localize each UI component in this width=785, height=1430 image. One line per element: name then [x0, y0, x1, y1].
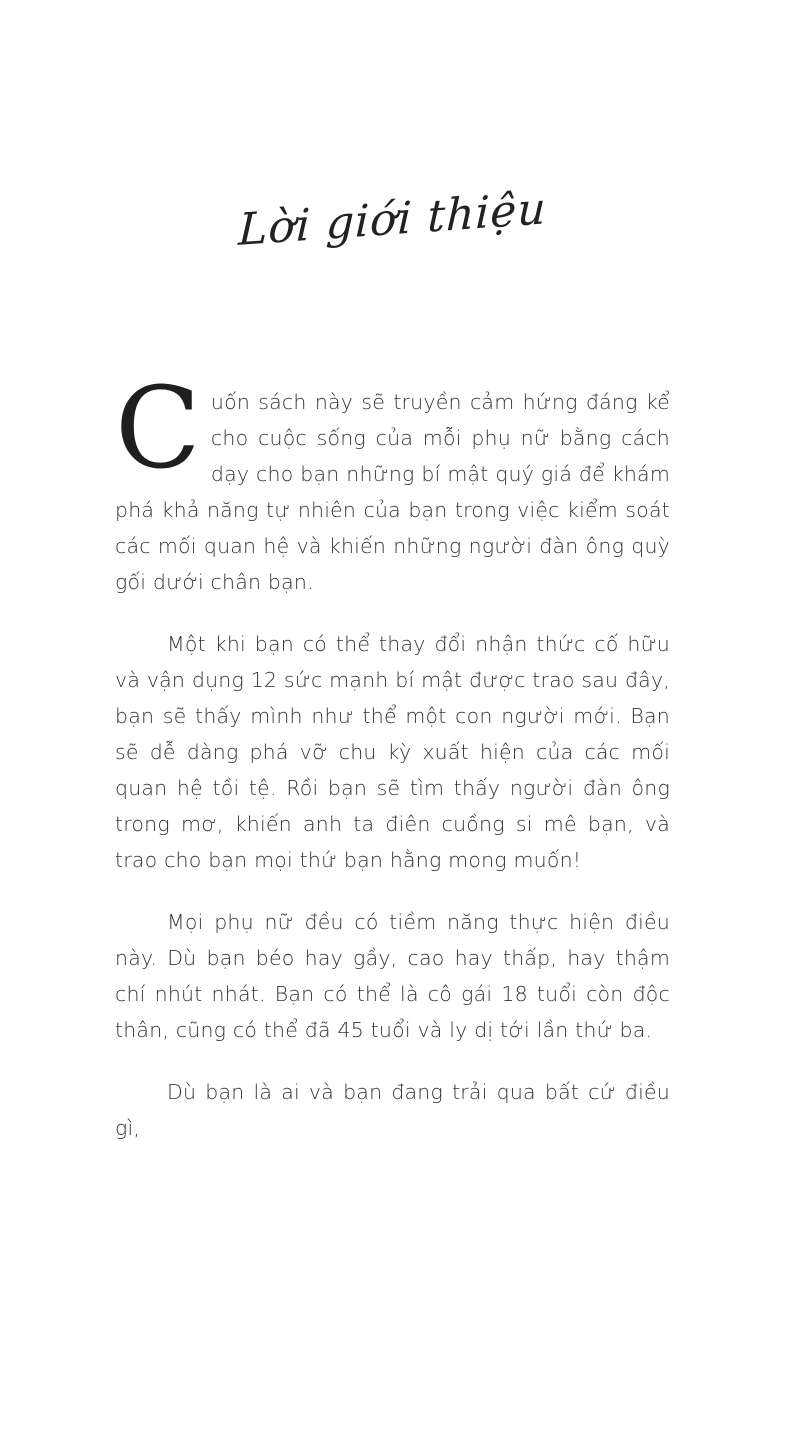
paragraph-intro [115, 364, 670, 600]
page-title: Lời giới thiệu [237, 183, 548, 256]
drop-cap-letter: C [115, 364, 201, 494]
page-title-block [115, 183, 670, 292]
paragraph-text: uốn sách này sẽ truyền cảm hứng đáng kể cho cuộc sống của mỗi phụ nữ bằng cách dạy cho bạn những bí mật quý giá để khám phá khả năng tự nhiên của bạn trong việc kiểm soát các mối quan hệ và khiến những người đàn ông quỳ gối dưới chân bạn. [115, 390, 670, 594]
body-text-block [115, 364, 670, 1146]
paragraph-2: Một khi bạn có thể thay đổi nhận thức cố hữu và vận dụng 12 sức mạnh bí mật được trao sau đây, bạn sẽ thấy mình như thể một con người mới. Bạn sẽ dễ dàng phá vỡ chu kỳ xuất hiện của các mối quan hệ tồi tệ. Rồi bạn sẽ tìm thấy người đàn ông trong mơ, khiến anh ta điên cuồng si mê bạn, và trao cho bạn mọi thứ bạn hằng mong muốn! [115, 632, 670, 872]
paragraph-4: Dù bạn là ai và bạn đang trải qua bất cứ điều gì, [115, 1080, 670, 1140]
book-page [0, 183, 785, 1430]
paragraph-3: Mọi phụ nữ đều có tiềm năng thực hiện điều này. Dù bạn béo hay gầy, cao hay thấp, hay thậm chí nhút nhát. Bạn có thể là cô gái 18 tuổi còn độc thân, cũng có thể đã 45 tuổi và ly dị tới lần thứ ba. [115, 910, 670, 1042]
